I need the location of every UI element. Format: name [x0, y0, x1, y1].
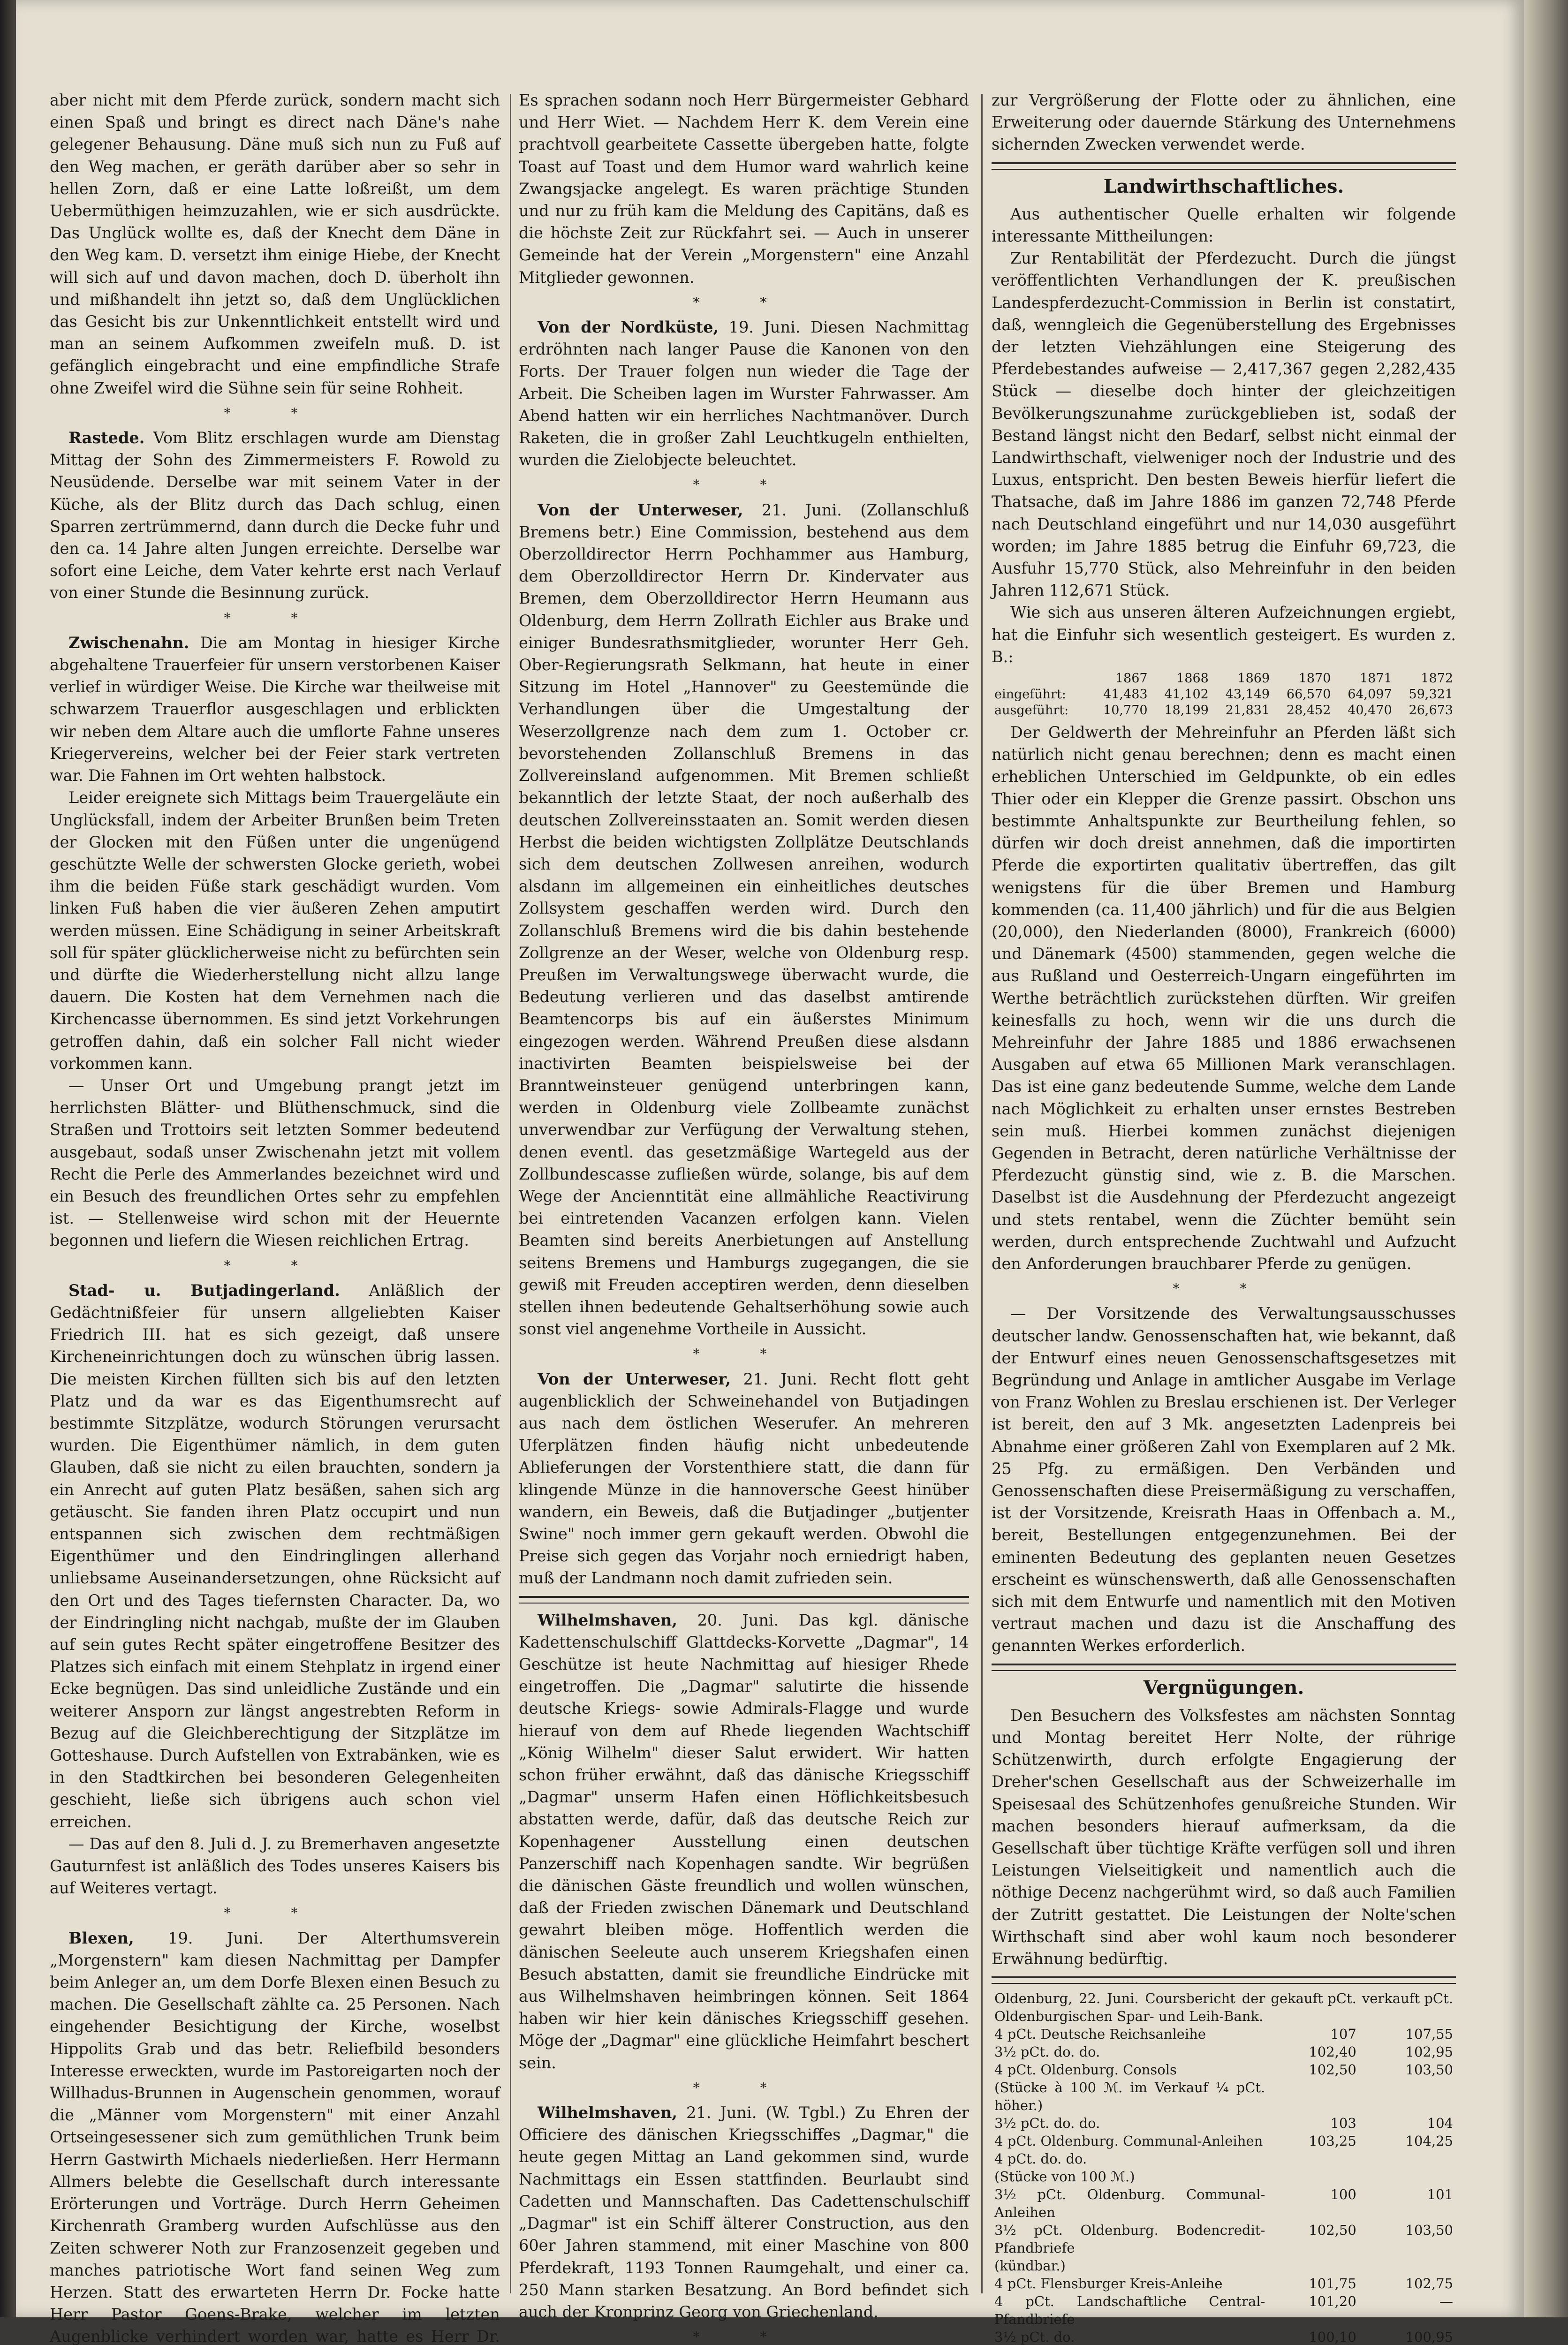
bourse-security-name: 4 pCt. Deutsche Reichsanleihe [994, 2026, 1206, 2042]
article-paragraph [50, 1279, 500, 1833]
separator-asterisks: * * [693, 1346, 795, 1362]
article-text: 19. Juni. Diesen Nachmittag erdröhnten nach langer Pause die Kanonen von den Forts. Der Trauer folgen nun wieder die Tage der Arbeit. Die Scheiben lagen im Wurster Fahrwasser. Am Abend hatten wir ein herrliches Nachtmanöver. Durch Raketen, die in großer Zahl Leuchtkugeln enthielten, wurden die Zielobjecte beleuchtet. [519, 318, 969, 469]
stats-value: 66,570 [1286, 687, 1331, 702]
separator-asterisks: * * [693, 2329, 795, 2345]
bourse-buy-price: 107 [1330, 2026, 1356, 2042]
stats-year: 1868 [1176, 671, 1209, 686]
column-divider [981, 94, 983, 2293]
article-dateline: Blexen, [68, 1929, 134, 1947]
stats-value: 10,770 [1103, 703, 1148, 718]
stats-value: 59,321 [1409, 687, 1453, 702]
article-paragraph [519, 316, 969, 471]
bourse-header: Oldenburg, 22. Juni. Coursbericht der Oldenburgischen Spar- und Leih-Bank. [994, 1990, 1265, 2025]
stats-value: 18,199 [1164, 703, 1209, 718]
stats-value: 28,452 [1286, 703, 1331, 718]
bourse-buy-price: 103,25 [1309, 2133, 1356, 2149]
bourse-sell-price: 103,50 [1405, 2062, 1453, 2078]
article-dateline: Stad- u. Butjadingerland. [68, 1281, 340, 1300]
bourse-sell-price: 107,55 [1405, 2026, 1453, 2042]
bourse-security-name: (Stücke à 100 ℳ. im Verkauf ¼ pCt. höher.) [994, 2080, 1265, 2114]
bourse-sell-price [1359, 2150, 1456, 2168]
article-dateline: Wilhelmshaven, [538, 1611, 678, 1629]
binding-gutter [0, 0, 16, 2317]
article-paragraph: Leider ereignete sich Mittags beim Trauergeläute ein Unglücksfall, indem der Arbeiter Brunßen beim Treten der Glocken mit den Füßen unter die ungenügend geschützte Welle der schwersten Glocke gerieth, wobei ihm die beiden Füße stark geschädigt wurden. Vom linken Fuß haben die vier äußeren Zehen amputirt werden müssen. Eine Schädigung in seiner Arbeitskraft soll für später glücklicherweise nicht zu befürchten sein und dürfte die Wiederherstellung nicht allzu lange dauern. Die Kosten hat dem Vernehmen nach die Kirchencasse übernommen. Es sind jetzt Vorkehrungen getroffen dahin, daß ein solcher Fall nicht wieder vorkommen kann. [50, 788, 500, 1073]
bourse-sell-price: 103,50 [1405, 2222, 1453, 2239]
newspaper-page [16, 0, 1524, 2345]
bourse-sell-price: 100,95 [1405, 2329, 1453, 2345]
stats-value: 40,470 [1348, 703, 1392, 718]
section-rule [519, 1596, 969, 1604]
bourse-sell-price [1359, 2257, 1456, 2275]
bourse-report-table [992, 1989, 1456, 2345]
bourse-security-name: 4 pCt. Flensburger Kreis-Anleihe [994, 2276, 1223, 2292]
stats-value: 41,102 [1164, 687, 1209, 702]
separator-asterisks: * * [224, 1257, 326, 1273]
article-text: Vom Blitz erschlagen wurde am Dienstag Mittag der Sohn des Zimmermeisters F. Rowold zu Neusüdende. Derselbe war mit seinem Vater in der Küche, als der Blitz durch das Dach schlug, einen Sparren zertrümmernd, dann durch die Decke fuhr und den ca. 14 Jahre alten Jungen erreichte. Derselbe war sofort eine Leiche, dem Vater kehrte erst nach Verlauf von einer Stunde die Besinnung zurück. [50, 429, 500, 602]
bourse-sell-price: — [1439, 2293, 1453, 2310]
article-text: 21. Juni. Recht flott geht augenblicklich der Schweinehandel von Butjadingen aus nach dem östlichen Weserufer. An mehreren Uferplätzen finden häufig nicht unbedeutende Ablieferungen der Vorstenthiere statt, die dann für klingende Münze in die hannoversche Geest hinüber wandern, ein Beweis, daß die Butjadinger „butjenter Swine" noch immer gern gekauft werden. Obwohl die Preise sich gegen das Vorjahr noch erniedrigt haben, muß der Landmann noch damit zufrieden sein. [519, 1369, 969, 1588]
bourse-security-name: (Stücke von 100 ℳ.) [994, 2169, 1135, 2185]
bourse-sell-price: 104 [1427, 2115, 1453, 2132]
bourse-buy-price: 101,75 [1309, 2276, 1356, 2292]
article-paragraph: Aus authentischer Quelle erhalten wir folgende interessante Mittheilungen: [992, 204, 1456, 246]
article-paragraph: Den Besuchern des Volksfestes am nächsten Sonntag und Montag bereitet Herr Nolte, der rührige Schützenwirth, durch erfolgte Engagierung der Dreher'schen Gesellschaft aus der Schweizerhalle im Speisesaal des Schützenhofes genußreiche Stunden. Wir machen besonders hierauf aufmerksam, da die Gesellschaft über tüchtige Kräfte verfügen soll und ihren Leistungen Vielseitigkeit und namentlich auch die nöthige Decenz nachgerühmt wird, so daß auch Familien der Zutritt gestattet. Die Leistungen der Nolte'schen Wirthschaft sind aber wohl kaum noch besonderer Erwähnung bedürftig. [992, 1706, 1456, 1968]
stats-row-label: eingeführt: [994, 687, 1066, 702]
article-dateline: Von der Unterweser, [538, 500, 743, 519]
article-text: Anläßlich der Gedächtnißfeier für unsern allgeliebten Kaiser Friedrich III. hat es sich gezeigt, daß unsere Kircheneinrichtungen doch zu wünschen übrig lassen. Die meisten Kirchen füllten sich bis auf den letzten Platz und da war es das Eigenthumsrecht auf bestimmte Sitzplätze, wodurch Störungen verursacht wurden. Die Eigenthümer nämlich, in dem guten Glauben, daß sie nicht zu eilen brauchten, sondern ja ein Anrecht auf guten Platz besäßen, sahen sich arg getäuscht. Sie fanden ihren Platz occupirt und nun entspannen sich zwischen dem rechtmäßigen Eigenthümer und den Eindringlingen allerhand unliebsame Auseinandersetzungen, ohne Rücksicht auf den Ort und des Tages tiefernsten Character. Da, wo der Eindringling nicht nachgab, mußte der im Glauben auf sein gutes Recht später eingetroffene Besitzer des Platzes sich einfach mit einem Stehplatz in irgend einer Ecke begnügen. Das sind unleidliche Zustände und ein weiterer Ansporn zur längst angestrebten Reform in Bezug auf die Gleichberechtigung der Sitzplätze im Gotteshause. Durch Aufstellen von Extrabänken, wie es in den Stadtkirchen bei besonderen Gelegenheiten geschieht, ließe sich übrigens auch schon viel erreichen. [50, 1281, 500, 1831]
stats-corner [992, 671, 1089, 687]
stats-value: 21,831 [1225, 703, 1270, 718]
section-rule [992, 162, 1456, 170]
separator-asterisks: * * [693, 294, 795, 310]
bourse-buy-price [1268, 2257, 1359, 2275]
stats-year: 1869 [1237, 671, 1270, 686]
article-paragraph [519, 2102, 969, 2323]
stats-year: 1871 [1359, 671, 1392, 686]
bourse-security-name: 3½ pCt. do. do. [994, 2044, 1100, 2060]
bourse-security-name: 3½ pCt. do. [994, 2329, 1075, 2345]
article-text: 21. Juni. (Zollanschluß Bremens betr.) Eine Commission, bestehend aus dem Oberzolldirector Herrn Pochhammer aus Hamburg, dem Oberzolldirector Herrn Dr. Kindervater aus Bremen, dem Oberzolldirector Herrn Heumann aus Oldenburg, dem Herrn Zollrath Eichler aus Brake und einiger Bundesrathsmitglieder, worunter Herr Geh. Ober-Regierungsrath Selkmann, hat heute in einer Sitzung im Hotel „Hannover" zu Geestemünde die Verhandlungen über die Umgestaltung der Weserzollgrenze nach dem zum 1. October cr. bevorstehenden Zollanschluß Bremens in das Zollvereinsland aufgenommen. Mit Bremen schließt bekanntlich der letzte Staat, der noch außerhalb des deutschen Zollvereinsstaaten an. Somit werden diesen Herbst die beiden wichtigsten Zollplätze Deutschlands sich dem deutschen Zollwesen anreihen, wodurch alsdann im allgemeinen ein einheitliches deutsches Zollsystem geschaffen werden wird. Durch den Zollanschluß Bremens wird die bis dahin bestehende Zollgrenze an der Weser, welche von Oldenburg resp. Preußen im Verwaltungswege überwacht wurde, die Bedeutung verlieren und das daselbst amtirende Beamtencorps bis auf ein äußerstes Minimum eingezogen werden. Während Preußen diese alsdann inactivirten Beamten beispielsweise bei der Branntweinsteuer genügend unterbringen kann, werden in Oldenburg viele Zollbeamte zunächst unverwendbar zur Verfügung der Verwaltung stehen, denen eventl. das gesetzmäßige Wartegeld aus der Zollbundescasse zufließen würde, solange, bis auf dem Wege der Ancienntität eine allmähliche Reactivirung bei eintretenden Vacanzen erfolgen kann. Vielen Beamten sind bereits Anerbietungen auf Anstellung seitens Bremens und Hamburgs zugegangen, die sie gewiß mit Freuden acceptiren werden, denn dieselben stellen ihnen bedeutende Gehaltserhöhung sowie auch sonst viel angenehme Vortheile in Aussicht. [519, 500, 970, 1339]
article-paragraph: — Unser Ort und Umgebung prangt jetzt im herrlichsten Blätter- und Blüthenschmuck, sind die Straßen und Trottoirs seit letzten Sommer bedeutend ausgebaut, sodaß unser Zwischenahn jetzt mit vollem Recht die Perle des Ammerlandes bezeichnet wird und ein Besuch des freundlichen Ortes sehr zu empfehlen ist. — Stellenweise wird schon mit der Heuernte begonnen und liefern die Wiesen reichlichen Ertrag. [50, 1076, 500, 1250]
bourse-buy-price: 102,50 [1309, 2222, 1356, 2239]
section-heading: Landwirthschaftliches. [1103, 175, 1344, 197]
bourse-sell-price [1359, 2168, 1456, 2186]
article-paragraph [50, 427, 500, 604]
article-paragraph: — Der Vorsitzende des Verwaltungsausschusses deutscher landw. Genossenschaften hat, wie bekannt, daß der Entwurf eines neuen Genossenschaftsgesetzes mit Begründung und Anlage in amtlicher Ausgabe im Verlage von Franz Wohlen zu Breslau erschienen ist. Der Verleger ist bereit, den auf 3 Mk. angesetzten Ladenpreis bei Abnahme einer größeren Zahl von Exemplaren auf 2 Mk. 25 Pfg. zu ermäßigen. Den Verbänden und Genossenschaften diese Preisermäßigung zu verschaffen, ist der Vorsitzende, Kreisrath Haas in Offenbach a. M., bereit, Bestellungen entgegenzunehmen. Bei der eminenten Bedeutung des geplanten neuen Gesetzes erscheint es wünschenswerth, daß alle Genossenschaften sich mit dem Entwurfe und namentlich mit den Motiven vertraut machen und dazu ist die Anschaffung des genannten Werkes erforderlich. [992, 1304, 1456, 1655]
article-dateline: Von der Nordküste, [538, 318, 719, 337]
stats-year: 1867 [1115, 671, 1148, 686]
article-paragraph: Zur Rentabilität der Pferdezucht. Durch die jüngst veröffentlichten Verhandlungen der K. preußischen Landespferdezucht-Commission in Berlin ist constatirt, daß, wenngleich die Gegenüberstellung des Ergebnisses der letzten Viehzählungen eine Steigerung des Pferdebestandes aufweise — 2,417,367 gegen 2,282,435 Stück — dieselbe doch hinter der gleichzeitigen Bevölkerungszunahme zurückgeblieben ist, sodaß der Bestand längst nicht den Bedarf, selbst nicht einmal der Landwirthschaft, vielweniger noch der Industrie und des Luxus, entspricht. Den besten Beweis hierfür liefert die Thatsache, daß im Jahre 1886 im ganzen 72,748 Pferde nach Deutschland eingeführt und nur 14,030 ausgeführt worden; im Jahre 1885 betrug die Einfuhr 69,723, die Ausfuhr 15,770 Stück, also Mehreinfuhr in den beiden Jahren 112,671 Stück. [992, 249, 1456, 600]
article-paragraph: Wie sich aus unseren älteren Aufzeichnungen ergiebt, hat die Einfuhr sich wesentlich gesteigert. Es wurden z. B.: [992, 603, 1456, 666]
stats-year: 1870 [1298, 671, 1331, 686]
article-text: 21. Juni. (W. Tgbl.) Zu Ehren der Officiere des dänischen Kriegsschiffes „Dagmar," die heute gegen Mittag an Land gekommen sind, wurde Nachmittags ein Essen stattfinden. Beurlaubt sind Cadetten und Mannschaften. Das Cadettenschulschiff „Dagmar" ist ein Schiff älterer Construction, aus den 60er Jahren stammend, mit einer Maschine von 800 Pferdekraft, 1193 Tonnen Raumgehalt, und einer ca. 250 Mann starken Besatzung. An Bord befindet sich auch der Kronprinz Georg von Griechenland. [519, 2103, 969, 2321]
bourse-sell-price: 101 [1427, 2186, 1453, 2203]
bourse-buy-price: 103 [1330, 2115, 1356, 2132]
stats-value: 43,149 [1225, 687, 1270, 702]
stats-value: 64,097 [1348, 687, 1392, 702]
article-paragraph [50, 1927, 500, 2345]
column-right [992, 89, 1456, 2345]
bourse-security-name: 4 pCt. do. do. [994, 2151, 1087, 2167]
article-paragraph [519, 1609, 969, 2074]
bourse-buy-price: 100,10 [1309, 2329, 1356, 2345]
bourse-col-sell-header: verkauft pCt. [1362, 1990, 1453, 2007]
bourse-sell-price: 104,25 [1405, 2133, 1453, 2149]
section-heading: Vergnügungen. [1143, 1676, 1304, 1699]
separator-asterisks: * * [224, 405, 326, 421]
separator-asterisks: * * [224, 1905, 326, 1921]
bourse-sell-price: 102,95 [1405, 2044, 1453, 2060]
bourse-buy-price: 101,20 [1309, 2293, 1356, 2310]
stats-row-label: ausgeführt: [994, 703, 1069, 718]
article-text: 20. Juni. Das kgl. dänische Kadettenschulschiff Glattdecks-Korvette „Dagmar", 14 Geschütze ist heute Nachmittag auf hiesiger Rhede eingetroffen. Die „Dagmar" salutirte die hissende deutsche Kriegs- sowie Admirals-Flagge und wurde hierauf von dem auf Rhede liegenden Wachtschiff „König Wilhelm" dieser Salut erwidert. Wir hatten schon früher erwähnt, daß das dänische Kriegsschiff „Dagmar" unserm Hafen einen Höflichkeitsbesuch abstatten werde, dafür, daß das deutsche Reich zur Kopenhagener Ausstellung einen deutschen Panzerschiff nach Kopenhagen sandte. Wir begrüßen die dänischen Gäste freundlich und wollen wünschen, daß der Frieden zwischen Dänemark und Deutschland gewahrt bleiben möge. Hoffentlich werden die dänischen Seeleute auch unserem Kriegshafen einen Besuch abstatten, damit sie freundliche Eindrücke mit aus Wilhelmshaven heimbringen können. Seit 1864 haben wir hier kein dänisches Kriegsschiff gesehen. Möge der „Dagmar" eine glückliche Heimfahrt beschert sein. [519, 1611, 969, 2072]
separator-asterisks: * * [693, 477, 795, 493]
bourse-buy-price: 102,40 [1309, 2044, 1356, 2060]
column-middle [519, 89, 969, 2345]
separator-asterisks: * * [693, 2080, 795, 2095]
stats-value: 26,673 [1409, 703, 1453, 718]
article-paragraph [519, 1368, 969, 1589]
column-divider [510, 94, 511, 2293]
page-edge [1524, 0, 1568, 2317]
bourse-security-name: 4 pCt. Oldenburg. Communal-Anleihen [994, 2133, 1263, 2149]
bourse-security-name: (kündbar.) [994, 2258, 1066, 2274]
bourse-buy-price [1268, 2168, 1359, 2186]
article-paragraph [519, 499, 969, 1340]
bourse-security-name: 3½ pCt. Oldenburg. Communal-Anleihen [994, 2186, 1265, 2221]
bourse-security-name: 3½ pCt. do. do. [994, 2115, 1100, 2132]
article-paragraph: — Das auf den 8. Juli d. J. zu Bremerhaven angesetzte Gauturnfest ist anläßlich des Todes unseres Kaisers bis auf Weiteres vertagt. [50, 1834, 500, 1898]
stats-year: 1872 [1421, 671, 1453, 686]
section-rule [992, 1976, 1456, 1984]
stats-value: 41,483 [1103, 687, 1148, 702]
article-dateline: Wilhelmshaven, [538, 2103, 678, 2122]
section-rule [992, 1664, 1456, 1671]
article-dateline: Von der Unterweser, [538, 1369, 731, 1388]
article-paragraph: Es sprachen sodann noch Herr Bürgermeister Gebhard und Herr Wiet. — Nachdem Herr K. dem Verein eine prachtvoll gearbeitete Cassette übergeben hatte, folgte Toast auf Toast und dem Humor ward wahrlich keine Zwangsjacke angelegt. Es waren prächtige Stunden und nur zu früh kam die Meldung des Capitäns, daß es die höchste Zeit zur Rückfahrt sei. — Auch in unserer Gemeinde hat der Verein „Morgenstern" eine Anzahl Mitglieder gewonnen. [519, 91, 969, 287]
bourse-buy-price: 102,50 [1309, 2062, 1356, 2078]
bourse-security-name: 3½ pCt. Oldenburg. Bodencredit-Pfandbriefe [994, 2222, 1265, 2256]
separator-asterisks: * * [1173, 1281, 1275, 1297]
bourse-buy-price [1268, 2150, 1359, 2168]
article-paragraph: Der Geldwerth der Mehreinfuhr an Pferden läßt sich natürlich nicht genau berechnen; denn es macht einen erheblichen Unterschied im Geldpunkte, ob ein edles Thier oder ein Klepper die Grenze passirt. Obschon uns bestimmte Anhaltspunkte zur Beurtheilung fehlen, so dürfen wir doch dreist annehmen, daß die importirten Pferde die exportirten qualitativ übertreffen, das gilt wenigstens für die über Bremen und Hamburg kommenden (ca. 11,400 jährlich) und für die aus Belgien (20,000), den Niederlanden (8000), Frankreich (6000) und Dänemark (4500) stammenden, gegen welche die aus Rußland und Oesterreich-Ungarn eingeführten im Werthe beträchtlich zurückstehen dürften. Wir greifen keinesfalls zu hoch, wenn wir die uns durch die Mehreinfuhr der Jahre 1885 und 1886 erwachsenen Ausgaben auf etwa 65 Millionen Mark veranschlagen. Das ist eine ganz bedeutende Summe, welche dem Lande nach Möglichkeit zu erhalten unser ernstes Bestreben sein muß. Hierbei kommen zunächst diejenigen Gegenden in Betracht, deren natürliche Verhältnisse der Pferdezucht günstig sind, wie z. B. die Marschen. Daselbst ist die Ausdehnung der Pferdezucht angezeigt und stets rentabel, wenn die Züchter bemüht sein werden, durch entsprechende Zuchtwahl und Aufzucht den Anforderungen brauchbarer Pferde zu genügen. [992, 723, 1456, 1273]
article-paragraph: zur Vergrößerung der Flotte oder zu ähnlichen, eine Erweiterung oder dauernde Stärkung des Unternehmens sichernden Zwecken verwendet werde. [992, 91, 1456, 154]
article-paragraph [50, 632, 500, 787]
article-dateline: Zwischenahn. [68, 633, 189, 652]
bourse-sell-price [1359, 2079, 1456, 2114]
bourse-buy-price: 100 [1330, 2186, 1356, 2203]
bourse-col-buy-header: gekauft pCt. [1271, 1990, 1356, 2007]
bourse-sell-price: 102,75 [1405, 2276, 1453, 2292]
bourse-security-name: 4 pCt. Landschaftliche Central-Pfandbriefe [994, 2293, 1265, 2328]
bourse-security-name: 4 pCt. Oldenburg. Consols [994, 2062, 1177, 2078]
article-dateline: Rastede. [68, 429, 145, 447]
column-left [50, 89, 500, 2345]
article-text: Die am Montag in hiesiger Kirche abgehaltene Trauerfeier für unsern verstorbenen Kaiser verlief in würdiger Weise. Die Kirche war theilweise mit schwarzem Trauerflor ausgeschlagen und erblickten wir neben dem Altare auch die umflorte Fahne unseres Kriegervereins, welcher bei der Feier stark vertreten war. Die Fahnen im Ort wehten halbstock. [50, 633, 500, 785]
article-paragraph: aber nicht mit dem Pferde zurück, sondern macht sich einen Spaß und bringt es direct nach Däne's nahe gelegener Behausung. Däne muß sich nun zu Fuß auf den Weg machen, er geräth darüber aber so sehr in hellen Zorn, daß er eine Latte loßreißt, um dem Uebermüthigen heimzuzahlen, wie er sich ausdrückte. Das Unglück wollte es, daß der Knecht dem Däne in den Weg kam. D. versetzt ihm einige Hiebe, der Knecht will sich auf und davon machen, doch D. überholt ihn und mißhandelt ihn jetzt so, daß dem Unglücklichen das Gesicht bis zur Unkenntlichkeit entstellt wird und man an seinem Aufkommen zweifeln muß. D. ist gefänglich eingebracht und eine empfindliche Strafe ohne Zweifel wird die Sühne sein für seine Rohheit. [50, 91, 500, 397]
separator-asterisks: * * [224, 610, 326, 626]
horse-import-table [992, 671, 1456, 719]
article-text: 19. Juni. Der Alterthumsverein „Morgenstern" kam diesen Nachmittag per Dampfer beim Anleger an, um dem Dorfe Blexen einen Besuch zu machen. Die Gesellschaft zählte ca. 25 Personen. Nach eingehender Besichtigung der Kirche, woselbst Hippolits Grab und das betr. Reliefbild besonders Interesse erweckten, wurde im Pastoreigarten noch der Willhadus-Brunnen in Augenschein genommen, worauf die „Männer vom Morgenstern" mit einer Anzahl Ortseingesessener sich zum gemüthlichen Trunk beim Herrn Gastwirth Michaels niederließen. Herr Hermann Allmers belebte die Gesellschaft durch interessante Erörterungen und Vorträge. Durch Herrn Geheimen Kirchenrath Gramberg wurden Aufschlüsse aus den Zeiten schwerer Noth zur Franzosenzeit gegeben und manches patriotische Wort fand seinen Weg zum Herzen. Statt des erwarteten Herrn Dr. Focke hatte Herr Pastor Goens-Brake, welcher im letzten Augenblicke verhindert worden war, hatte es Herr Dr. [50, 1929, 500, 2345]
bourse-buy-price [1268, 2079, 1359, 2114]
